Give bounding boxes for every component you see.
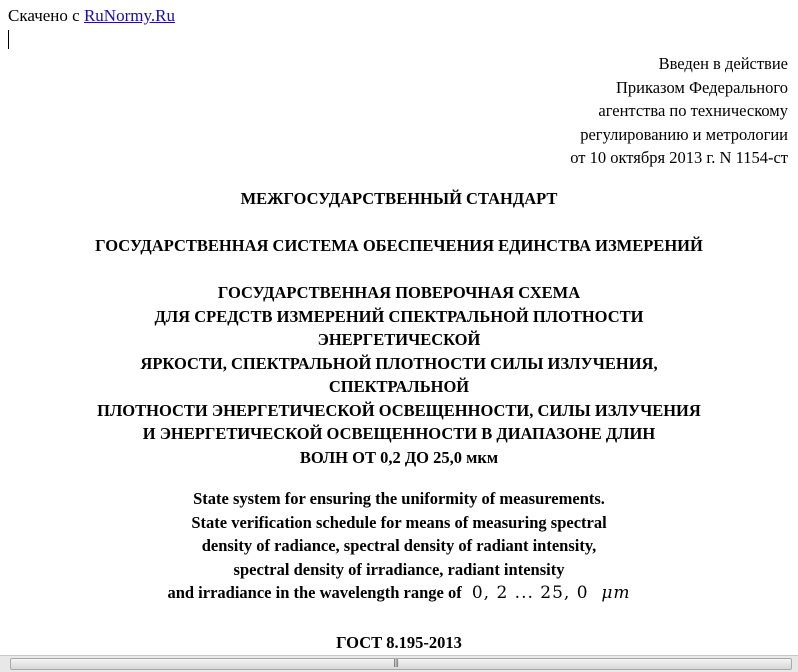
english-title-line: State system for ensuring the uniformity of measurements. <box>193 489 605 508</box>
source-prefix: Скачено с <box>8 6 84 25</box>
schema-title-line: ЭНЕРГЕТИЧЕСКОЙ <box>317 330 481 349</box>
english-title-line: spectral density of irradiance, radiant intensity <box>233 559 565 579</box>
system-heading: ГОСУДАРСТВЕННАЯ СИСТЕМА ОБЕСПЕЧЕНИЯ ЕДИНСТВА ИЗМЕРЕНИЙ <box>95 236 703 255</box>
schema-title <box>0 281 798 469</box>
enactment-line: Введен в действие <box>658 54 788 73</box>
formula-range: 0, 2 ... 25, 0 <box>471 583 589 603</box>
english-range-text: and irradiance in the wavelength range of <box>167 583 462 602</box>
enactment-line: от 10 октября 2013 г. N 1154-ст <box>570 148 788 167</box>
schema-title-line: ВОЛН ОТ 0,2 ДО 25,0 мкм <box>299 447 499 467</box>
gost-number: ГОСТ 8.195-2013 <box>336 633 462 652</box>
enactment-line: агентства по техническому <box>598 101 788 120</box>
schema-title-line: ЯРКОСТИ, СПЕКТРАЛЬНОЙ ПЛОТНОСТИ СИЛЫ ИЗЛУЧЕНИЯ, <box>140 353 658 373</box>
schema-title-line: ДЛЯ СРЕДСТВ ИЗМЕРЕНИЙ СПЕКТРАЛЬНОЙ ПЛОТНОСТИ <box>154 306 644 326</box>
wavelength-formula <box>472 583 631 603</box>
text-cursor <box>8 30 9 49</box>
english-title-line-last <box>0 581 798 606</box>
enactment-line: Приказом Федерального <box>615 77 788 97</box>
english-title-line: State verification schedule for means of measuring spectral <box>191 512 607 532</box>
scrollbar-grip-icon: ||| <box>393 658 399 667</box>
schema-title-line: СПЕКТРАЛЬНОЙ <box>328 377 470 396</box>
standard-heading: МЕЖГОСУДАРСТВЕННЫЙ СТАНДАРТ <box>240 189 558 208</box>
schema-title-line: ГОСУДАРСТВЕННАЯ ПОВЕРОЧНАЯ СХЕМА <box>217 283 581 302</box>
enactment-line: регулированию и метрологии <box>580 124 788 144</box>
scrollbar-thumb[interactable] <box>10 658 792 670</box>
formula-unit: μm <box>601 583 631 603</box>
english-title-line: density of radiance, spectral density of radiant intensity, <box>201 536 597 555</box>
enactment-note <box>570 52 788 170</box>
horizontal-scrollbar[interactable] <box>0 655 798 672</box>
schema-title-line: ПЛОТНОСТИ ЭНЕРГЕТИЧЕСКОЙ ОСВЕЩЕННОСТИ, СИЛЫ ИЗЛУЧЕНИЯ <box>97 400 701 420</box>
english-title <box>0 487 798 606</box>
source-line <box>8 6 175 26</box>
schema-title-line: И ЭНЕРГЕТИЧЕСКОЙ ОСВЕЩЕННОСТИ В ДИАПАЗОНЕ ДЛИН <box>142 424 656 443</box>
runormy-link[interactable]: RuNormy.Ru <box>83 6 175 25</box>
